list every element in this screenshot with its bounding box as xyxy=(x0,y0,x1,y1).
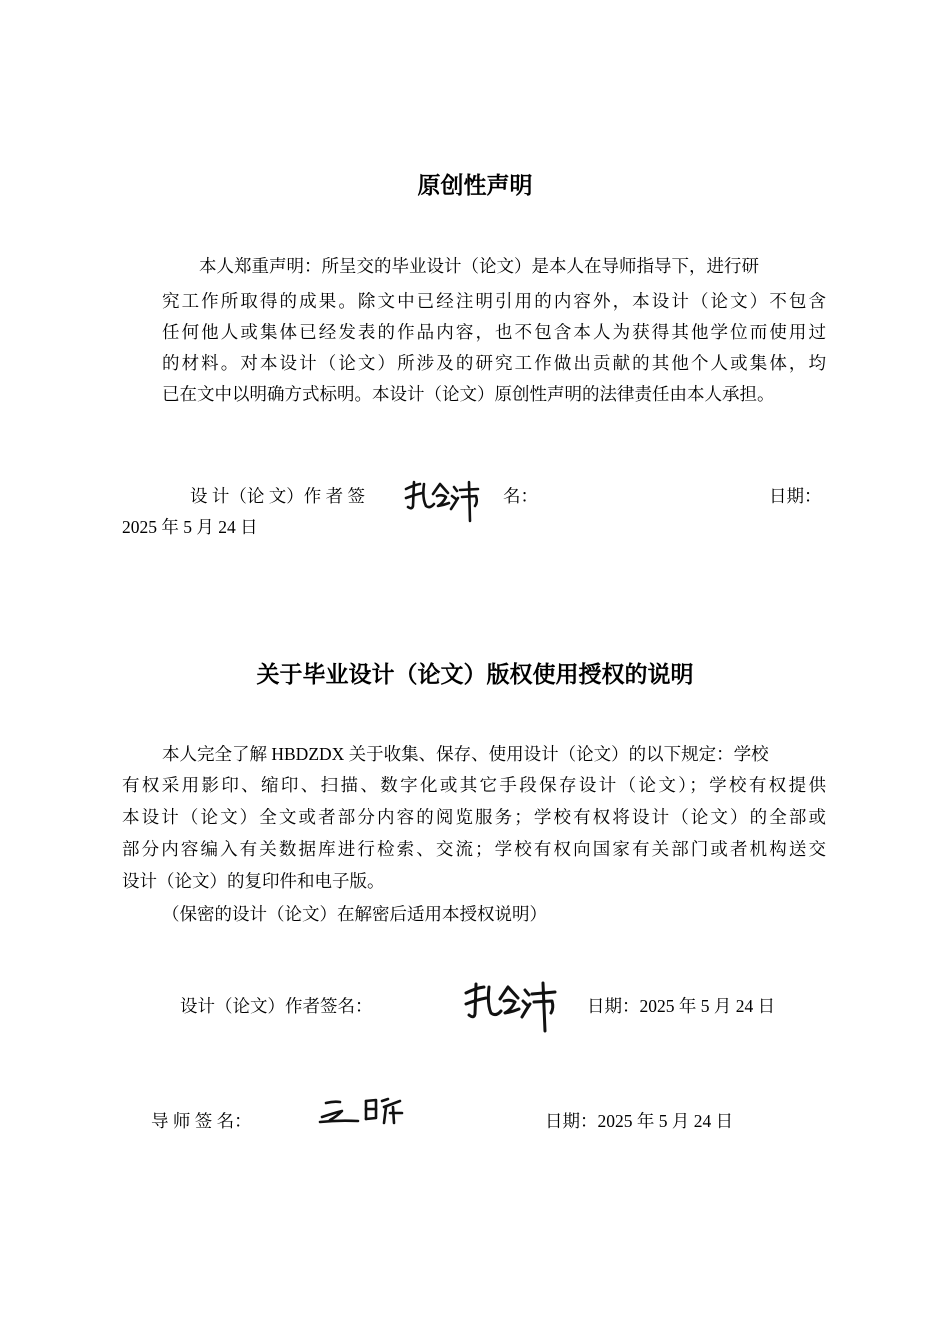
authorization-line-2: 有权采用影印、缩印、扫描、数字化或其它手段保存设计（论文）；学校有权提供 xyxy=(122,775,826,795)
authorization-title: 关于毕业设计（论文）版权使用授权的说明 xyxy=(256,662,694,688)
declaration-line-1: 本人郑重声明：所呈交的毕业设计（论文）是本人在导师指导下，进行研 xyxy=(199,256,759,276)
declaration-line-4: 的材料。对本设计（论文）所涉及的研究工作做出贡献的其他个人或集体，均 xyxy=(162,353,826,373)
advisor-date: 日期：2025 年 5 月 24 日 xyxy=(545,1111,734,1131)
author-signature-image-2 xyxy=(462,977,562,1035)
advisor-signature-image xyxy=(318,1093,408,1129)
authorization-line-3: 本设计（论文）全文或者部分内容的阅览服务；学校有权将设计（论文）的全部或 xyxy=(122,807,826,827)
author-date: 日期：2025 年 5 月 24 日 xyxy=(587,996,776,1016)
declaration-line-3: 任何他人或集体已经发表的作品内容，也不包含本人为获得其他学位而使用过 xyxy=(162,322,826,342)
author-signature-image xyxy=(402,476,484,524)
declaration-line-5: 已在文中以明确方式标明。本设计（论文）原创性声明的法律责任由本人承担。 xyxy=(162,384,775,404)
declaration-signature-colon: 名： xyxy=(503,486,538,506)
declaration-date-label: 日期： xyxy=(769,486,822,506)
declaration-date-value: 2025 年 5 月 24 日 xyxy=(122,517,258,537)
authorization-line-5: 设计（论文）的复印件和电子版。 xyxy=(122,871,385,891)
authorization-line-4: 部分内容编入有关数据库进行检索、交流；学校有权向国家有关部门或者机构送交 xyxy=(122,839,826,859)
authorization-line-1: 本人完全了解 HBDZDX 关于收集、保存、使用设计（论文）的以下规定：学校 xyxy=(162,744,769,764)
declaration-line-2: 究工作所取得的成果。除文中已经注明引用的内容外，本设计（论文）不包含 xyxy=(162,291,826,311)
authorization-note: （保密的设计（论文）在解密后适用本授权说明） xyxy=(162,904,547,924)
advisor-signature-label: 导 师 签 名： xyxy=(151,1111,252,1131)
author-signature-label: 设计（论文）作者签名： xyxy=(180,996,373,1016)
declaration-title: 原创性声明 xyxy=(417,173,533,199)
declaration-signature-label: 设 计（论 文）作 者 签 xyxy=(190,486,365,506)
